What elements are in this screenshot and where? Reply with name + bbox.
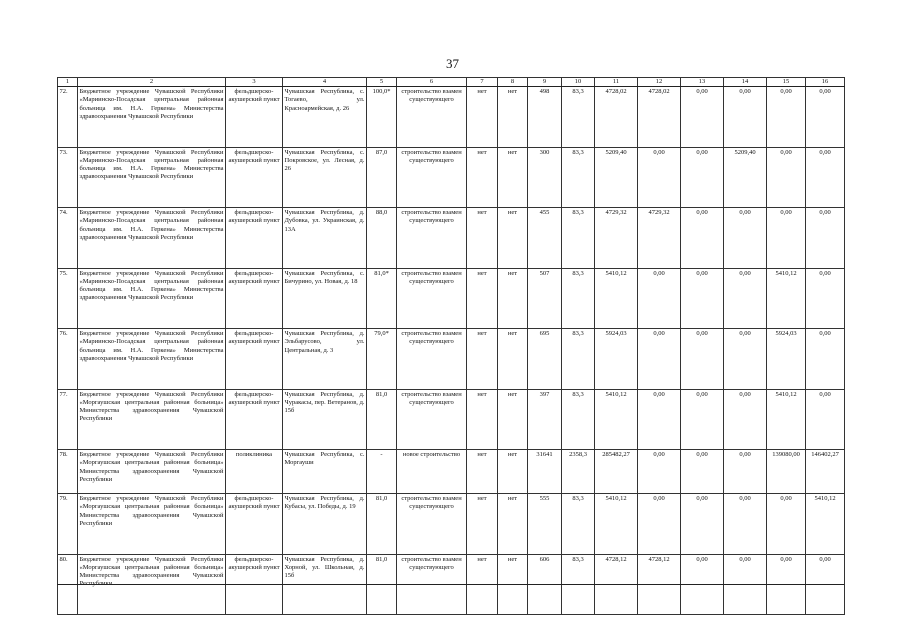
row-number: 74.	[58, 208, 78, 269]
facility-address: Чувашская Республика, с. Тогаево, ул. Красноармейская, д. 26	[283, 87, 367, 148]
row-number: 80.	[58, 554, 78, 615]
construction-type: строительство взамен существующего	[397, 147, 467, 208]
column-10-value: 83,3	[562, 208, 595, 269]
facility-address: Чувашская Республика, д. Кубасы, ул. Победы, д. 19	[283, 494, 367, 555]
column-13-value: 0,00	[681, 450, 724, 494]
facility-address: Чувашская Республика, д. Эльбарусово, ул. Центральная, д. 3	[283, 329, 367, 390]
column-5-value: 87,0	[367, 147, 397, 208]
column-16-value: 146402,27	[806, 450, 845, 494]
column-8-value: нет	[498, 87, 528, 148]
column-8-value: нет	[498, 389, 528, 450]
column-16-value: 5410,12	[806, 494, 845, 555]
column-5-value: 79,0*	[367, 329, 397, 390]
facility-address: Чувашская Республика, с. Бичурино, ул. Новая, д. 18	[283, 268, 367, 329]
column-13-value: 0,00	[681, 268, 724, 329]
column-number: 12	[638, 78, 681, 87]
column-13-value: 0,00	[681, 389, 724, 450]
column-14-value: 5209,40	[724, 147, 767, 208]
column-8-value: нет	[498, 208, 528, 269]
column-5-value: 81,0	[367, 389, 397, 450]
column-12-value: 4729,32	[638, 208, 681, 269]
column-15-value: 5410,12	[767, 389, 806, 450]
column-13-value: 0,00	[681, 208, 724, 269]
organization-name: Бюджетное учреждение Чувашской Республики «Моргаушская центральная районная больница» Министерства здравоохранения Чувашской Республики	[78, 554, 226, 615]
column-15-value: 0,00	[767, 147, 806, 208]
column-12-value: 0,00	[638, 450, 681, 494]
column-number: 8	[498, 78, 528, 87]
column-16-value: 0,00	[806, 208, 845, 269]
row-number: 75.	[58, 268, 78, 329]
column-11-value: 5410,12	[595, 268, 638, 329]
row-number: 72.	[58, 87, 78, 148]
column-16-value: 0,00	[806, 147, 845, 208]
column-8-value: нет	[498, 450, 528, 494]
column-number: 5	[367, 78, 397, 87]
column-11-value: 5209,40	[595, 147, 638, 208]
construction-type: новое строительство	[397, 450, 467, 494]
column-9-value: 695	[528, 329, 562, 390]
column-14-value: 0,00	[724, 450, 767, 494]
column-8-value: нет	[498, 147, 528, 208]
column-7-value: нет	[467, 554, 498, 615]
table-row	[58, 208, 845, 269]
organization-name: Бюджетное учреждение Чувашской Республики «Мариинско-Посадская центральная районная больница им. Н.А. Геркена» Министерства здравоохранения Чувашской Республики	[78, 87, 226, 148]
table-row	[58, 494, 845, 555]
column-12-value: 4728,12	[638, 554, 681, 615]
organization-name: Бюджетное учреждение Чувашской Республики «Мариинско-Посадская центральная районная больница им. Н.А. Геркена» Министерства здравоохранения Чувашской Республики	[78, 268, 226, 329]
column-14-value: 0,00	[724, 554, 767, 615]
column-14-value: 0,00	[724, 87, 767, 148]
row-number: 79.	[58, 494, 78, 555]
column-14-value: 0,00	[724, 329, 767, 390]
facility-type: фельдшерско-акушерский пункт	[226, 147, 283, 208]
column-11-value: 4728,12	[595, 554, 638, 615]
column-12-value: 0,00	[638, 147, 681, 208]
table-row	[58, 268, 845, 329]
column-12-value: 0,00	[638, 494, 681, 555]
column-11-value: 5410,12	[595, 389, 638, 450]
column-9-value: 507	[528, 268, 562, 329]
column-11-value: 5410,12	[595, 494, 638, 555]
facility-type: фельдшерско-акушерский пункт	[226, 268, 283, 329]
facility-type: фельдшерско-акушерский пункт	[226, 87, 283, 148]
column-14-value: 0,00	[724, 268, 767, 329]
page-number: 37	[446, 56, 459, 71]
table-bottom-rule	[57, 584, 844, 585]
column-number: 10	[562, 78, 595, 87]
column-11-value: 4729,32	[595, 208, 638, 269]
column-13-value: 0,00	[681, 554, 724, 615]
column-15-value: 5924,03	[767, 329, 806, 390]
row-number: 76.	[58, 329, 78, 390]
column-number: 13	[681, 78, 724, 87]
table-row	[58, 389, 845, 450]
column-15-value: 0,00	[767, 554, 806, 615]
column-5-value: 81,0	[367, 554, 397, 615]
organization-name: Бюджетное учреждение Чувашской Республики «Мариинско-Посадская центральная районная больница им. Н.А. Геркена» Министерства здравоохранения Чувашской Республики	[78, 329, 226, 390]
column-16-value: 0,00	[806, 87, 845, 148]
column-8-value: нет	[498, 494, 528, 555]
organization-name: Бюджетное учреждение Чувашской Республики «Моргаушская центральная районная больница» Министерства здравоохранения Чувашской Республики	[78, 494, 226, 555]
facility-address: Чувашская Республика, д. Дубовка, ул. Украинская, д. 13А	[283, 208, 367, 269]
column-number: 2	[78, 78, 226, 87]
column-5-value: 81,0*	[367, 268, 397, 329]
facility-type: фельдшерско-акушерский пункт	[226, 554, 283, 615]
construction-type: строительство взамен существующего	[397, 208, 467, 269]
construction-type: строительство взамен существующего	[397, 389, 467, 450]
column-7-value: нет	[467, 208, 498, 269]
table-row	[58, 329, 845, 390]
organization-name: Бюджетное учреждение Чувашской Республики «Мариинско-Посадская центральная районная больница им. Н.А. Геркена» Министерства здравоохранения Чувашской Республики	[78, 208, 226, 269]
facility-address: Чувашская Республика, д. Хорной, ул. Школьная, д. 15б	[283, 554, 367, 615]
column-9-value: 397	[528, 389, 562, 450]
column-15-value: 139080,00	[767, 450, 806, 494]
column-10-value: 83,3	[562, 389, 595, 450]
column-number: 6	[397, 78, 467, 87]
column-11-value: 4728,02	[595, 87, 638, 148]
column-11-value: 285482,27	[595, 450, 638, 494]
column-7-value: нет	[467, 494, 498, 555]
column-7-value: нет	[467, 450, 498, 494]
column-7-value: нет	[467, 268, 498, 329]
column-10-value: 83,3	[562, 87, 595, 148]
column-5-value: -	[367, 450, 397, 494]
column-15-value: 0,00	[767, 87, 806, 148]
construction-type: строительство взамен существующего	[397, 554, 467, 615]
column-5-value: 100,0*	[367, 87, 397, 148]
construction-type: строительство взамен существующего	[397, 494, 467, 555]
facility-address: Чувашская Республика, с. Покровское, ул. Лесная, д. 26	[283, 147, 367, 208]
facilities-table	[57, 77, 845, 615]
column-7-value: нет	[467, 147, 498, 208]
column-9-value: 498	[528, 87, 562, 148]
column-16-value: 0,00	[806, 268, 845, 329]
column-10-value: 83,3	[562, 329, 595, 390]
column-number: 9	[528, 78, 562, 87]
column-number: 3	[226, 78, 283, 87]
organization-name: Бюджетное учреждение Чувашской Республики «Моргаушская центральная районная больница» Министерства здравоохранения Чувашской Республики	[78, 450, 226, 494]
construction-type: строительство взамен существующего	[397, 329, 467, 390]
column-16-value: 0,00	[806, 329, 845, 390]
column-16-value: 0,00	[806, 554, 845, 615]
row-number: 78.	[58, 450, 78, 494]
column-15-value: 5410,12	[767, 268, 806, 329]
column-5-value: 81,0	[367, 494, 397, 555]
column-15-value: 0,00	[767, 208, 806, 269]
column-number: 7	[467, 78, 498, 87]
column-10-value: 83,3	[562, 147, 595, 208]
facility-type: фельдшерско-акушерский пункт	[226, 389, 283, 450]
column-16-value: 0,00	[806, 389, 845, 450]
facility-type: фельдшерско-акушерский пункт	[226, 329, 283, 390]
construction-type: строительство взамен существующего	[397, 87, 467, 148]
column-number-row	[58, 78, 845, 87]
table-row	[58, 147, 845, 208]
column-8-value: нет	[498, 329, 528, 390]
column-14-value: 0,00	[724, 389, 767, 450]
column-10-value: 83,3	[562, 554, 595, 615]
column-number: 16	[806, 78, 845, 87]
column-11-value: 5924,03	[595, 329, 638, 390]
column-5-value: 88,0	[367, 208, 397, 269]
column-12-value: 0,00	[638, 389, 681, 450]
table-row	[58, 87, 845, 148]
table-row	[58, 450, 845, 494]
column-9-value: 455	[528, 208, 562, 269]
column-14-value: 0,00	[724, 494, 767, 555]
column-13-value: 0,00	[681, 147, 724, 208]
construction-type: строительство взамен существующего	[397, 268, 467, 329]
column-14-value: 0,00	[724, 208, 767, 269]
column-9-value: 555	[528, 494, 562, 555]
column-8-value: нет	[498, 554, 528, 615]
column-13-value: 0,00	[681, 494, 724, 555]
column-9-value: 300	[528, 147, 562, 208]
column-10-value: 83,3	[562, 268, 595, 329]
row-number: 73.	[58, 147, 78, 208]
facility-type: поликлиника	[226, 450, 283, 494]
column-13-value: 0,00	[681, 87, 724, 148]
column-10-value: 2358,3	[562, 450, 595, 494]
column-number: 4	[283, 78, 367, 87]
column-7-value: нет	[467, 389, 498, 450]
column-12-value: 0,00	[638, 268, 681, 329]
facility-type: фельдшерско-акушерский пункт	[226, 494, 283, 555]
facility-address: Чувашская Республика, с. Моргауши	[283, 450, 367, 494]
organization-name: Бюджетное учреждение Чувашской Республики «Моргаушская центральная районная больница» Министерства здравоохранения Чувашской Республики	[78, 389, 226, 450]
column-number: 11	[595, 78, 638, 87]
column-13-value: 0,00	[681, 329, 724, 390]
column-number: 1	[58, 78, 78, 87]
row-number: 77.	[58, 389, 78, 450]
column-number: 14	[724, 78, 767, 87]
column-7-value: нет	[467, 329, 498, 390]
facility-address: Чувашская Республика, д. Чуракасы, пер. Ветеранов, д. 15б	[283, 389, 367, 450]
column-12-value: 4728,02	[638, 87, 681, 148]
column-9-value: 606	[528, 554, 562, 615]
column-8-value: нет	[498, 268, 528, 329]
column-7-value: нет	[467, 87, 498, 148]
organization-name: Бюджетное учреждение Чувашской Республики «Мариинско-Посадская центральная районная больница им. Н.А. Геркена» Министерства здравоохранения Чувашской Республики	[78, 147, 226, 208]
facility-type: фельдшерско-акушерский пункт	[226, 208, 283, 269]
column-number: 15	[767, 78, 806, 87]
column-12-value: 0,00	[638, 329, 681, 390]
column-10-value: 83,3	[562, 494, 595, 555]
column-9-value: 31641	[528, 450, 562, 494]
column-15-value: 0,00	[767, 494, 806, 555]
